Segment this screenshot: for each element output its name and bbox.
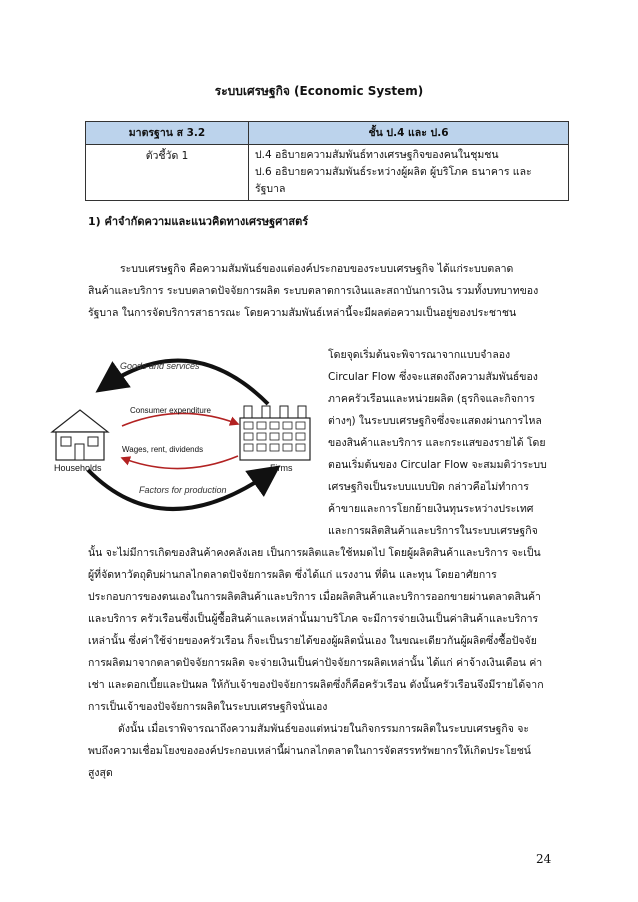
households-label: Households: [54, 463, 102, 473]
standard-table: [85, 121, 569, 201]
firms-label: Firms: [270, 463, 293, 473]
goods-services-label: Goods and services: [120, 361, 200, 371]
wages-rent-dividends-label: Wages, rent, dividends: [122, 445, 204, 454]
page-title: ระบบเศรษฐกิจ (Economic System): [214, 84, 424, 98]
paragraph-circular-flow: [88, 542, 544, 718]
indicator-description: [249, 145, 569, 201]
paragraph-line: ภาคครัวเรือนและหน่วยผลิต (ธุรกิจและกิจการ: [328, 393, 535, 405]
paragraph-line: เศรษฐกิจเป็นระบบแบบปิด กล่าวคือไม่ทำการ: [328, 481, 529, 493]
paragraph-line: เหล่านั้น ซึ่งค่าใช้จ่ายของครัวเรือน ก็จะเป็นรายได้ของผู้ผลิตนั่นเอง ในขณะเดียวกันผู้ผลิตซึ่งซื้อปัจจัย: [88, 635, 537, 647]
indicator-label: ตัวชี้วัด 1: [86, 145, 249, 201]
indicator-line: ป.4 อธิบายความสัมพันธ์ทางเศรษฐกิจของคนในชุมชน: [255, 149, 499, 161]
wages-flow-arrow: [122, 456, 238, 469]
paragraph-line: นั้น จะไม่มีการเกิดของสินค้าคงคลังเลย เป็นการผลิตและใช้หมดไป โดยผู้ผลิตสินค้าและบริการ จะเป็น: [88, 547, 541, 559]
factors-production-label: Factors for production: [139, 485, 227, 495]
circular-flow-diagram: [50, 338, 315, 518]
paragraph-line: สินค้าและบริการ ระบบตลาดปัจจัยการผลิต ระบบตลาดการเงินและสถาบันการเงิน รวมทั้งบทบาทของ: [88, 285, 539, 297]
consumer-expenditure-label: Consumer expenditure: [130, 406, 211, 415]
paragraph-line: การเป็นเจ้าของปัจจัยการผลิตในระบบเศรษฐกิจนั่นเอง: [88, 701, 328, 713]
paragraph-line: ของสินค้าและบริการ และกระแสของรายได้ โดย: [328, 437, 546, 449]
grade-header: ชั้น ป.4 และ ป.6: [249, 122, 569, 145]
paragraph-line: ต่างๆ) ในระบบเศรษฐกิจซึ่งจะแสดงผ่านการไหล: [328, 415, 542, 427]
paragraph-line: และการผลิตสินค้าและบริการในระบบเศรษฐกิจ: [328, 525, 538, 537]
paragraph-line: พบถึงความเชื่อมโยงขององค์ประกอบเหล่านี้ผ่านกลไกตลาดในการจัดสรรทรัพยากรให้เกิดประโยชน์: [88, 745, 531, 757]
indicator-line: ป.6 อธิบายความสัมพันธ์ระหว่างผู้ผลิต ผู้บริโภค ธนาคาร และรัฐบาล: [255, 166, 532, 195]
paragraph-line: ดังนั้น เมื่อเราพิจารณาถึงความสัมพันธ์ของแต่หน่วยในกิจกรรมการผลิตในระบบเศรษฐกิจ จะ: [118, 723, 530, 735]
indicator-row: [86, 145, 569, 201]
paragraph-line: รัฐบาล ในการจัดบริการสาธารณะ โดยความสัมพันธ์เหล่านี้จะมีผลต่อความเป็นอยู่ของประชาชน: [88, 307, 517, 319]
paragraph-line: โดยจุดเริ่มต้นจะพิจารณาจากแบบจำลอง: [328, 349, 511, 361]
side-paragraph: [328, 344, 547, 542]
paragraph-line: ผู้ที่จัดหาวัตถุดิบผ่านกลไกตลาดปัจจัยการผลิต ซึ่งได้แก่ แรงงาน ที่ดิน และทุน โดยอาศัยการ: [88, 569, 497, 581]
paragraph-line: ระบบเศรษฐกิจ คือความสัมพันธ์ของแต่องค์ประกอบของระบบเศรษฐกิจ ได้แก่ระบบตลาด: [120, 263, 514, 275]
paragraph-line: ตอนเริ่มต้นของ Circular Flow จะสมมติว่าระบบ: [328, 459, 547, 471]
households-icon: [52, 410, 108, 460]
standard-table-header: [86, 122, 569, 145]
paragraph-line: เช่า และดอกเบี้ยและปันผล ให้กับเจ้าของปัจจัยการผลิตซึ่งก็คือครัวเรือน ดังนั้นครัวเรือนจึงมีรายได้จาก: [88, 679, 544, 691]
firms-icon: [240, 406, 310, 460]
paragraph-line: ประกอบการของตนเองในการผลิตสินค้าและบริการ เมื่อผลิตสินค้าและบริการออกขายผ่านตลาดสินค้า: [88, 591, 541, 603]
section-heading: 1) คำจำกัดความและแนวคิดทางเศรษฐศาสตร์: [88, 215, 309, 228]
page-number: 24: [536, 852, 552, 866]
paragraph-line: สูงสุด: [88, 767, 113, 779]
standard-header: มาตรฐาน ส 3.2: [86, 122, 249, 145]
paragraph-line: การผลิตมาจากตลาดปัจจัยการผลิต จะจ่ายเงินเป็นค่าปัจจัยการผลิตเหล่านั้น ได้แก่ ค่าจ้างเงินเดือน ค่า: [88, 657, 543, 669]
paragraph-intro: [88, 258, 538, 324]
paragraph-line: Circular Flow ซึ่งจะแสดงถึงความสัมพันธ์ของ: [328, 371, 538, 383]
paragraph-line: ค้าขายและการโยกย้ายเงินทุนระหว่างประเทศ: [328, 503, 534, 515]
paragraph-line: และบริการ ครัวเรือนซึ่งเป็นผู้ซื้อสินค้าและเหล่านั้นมาบริโภค จะมีการจ่ายเงินเป็นค่าสินค้าและบริการ: [88, 613, 539, 625]
paragraph-conclusion: [88, 718, 531, 784]
consumer-expenditure-arrow: [122, 413, 238, 426]
